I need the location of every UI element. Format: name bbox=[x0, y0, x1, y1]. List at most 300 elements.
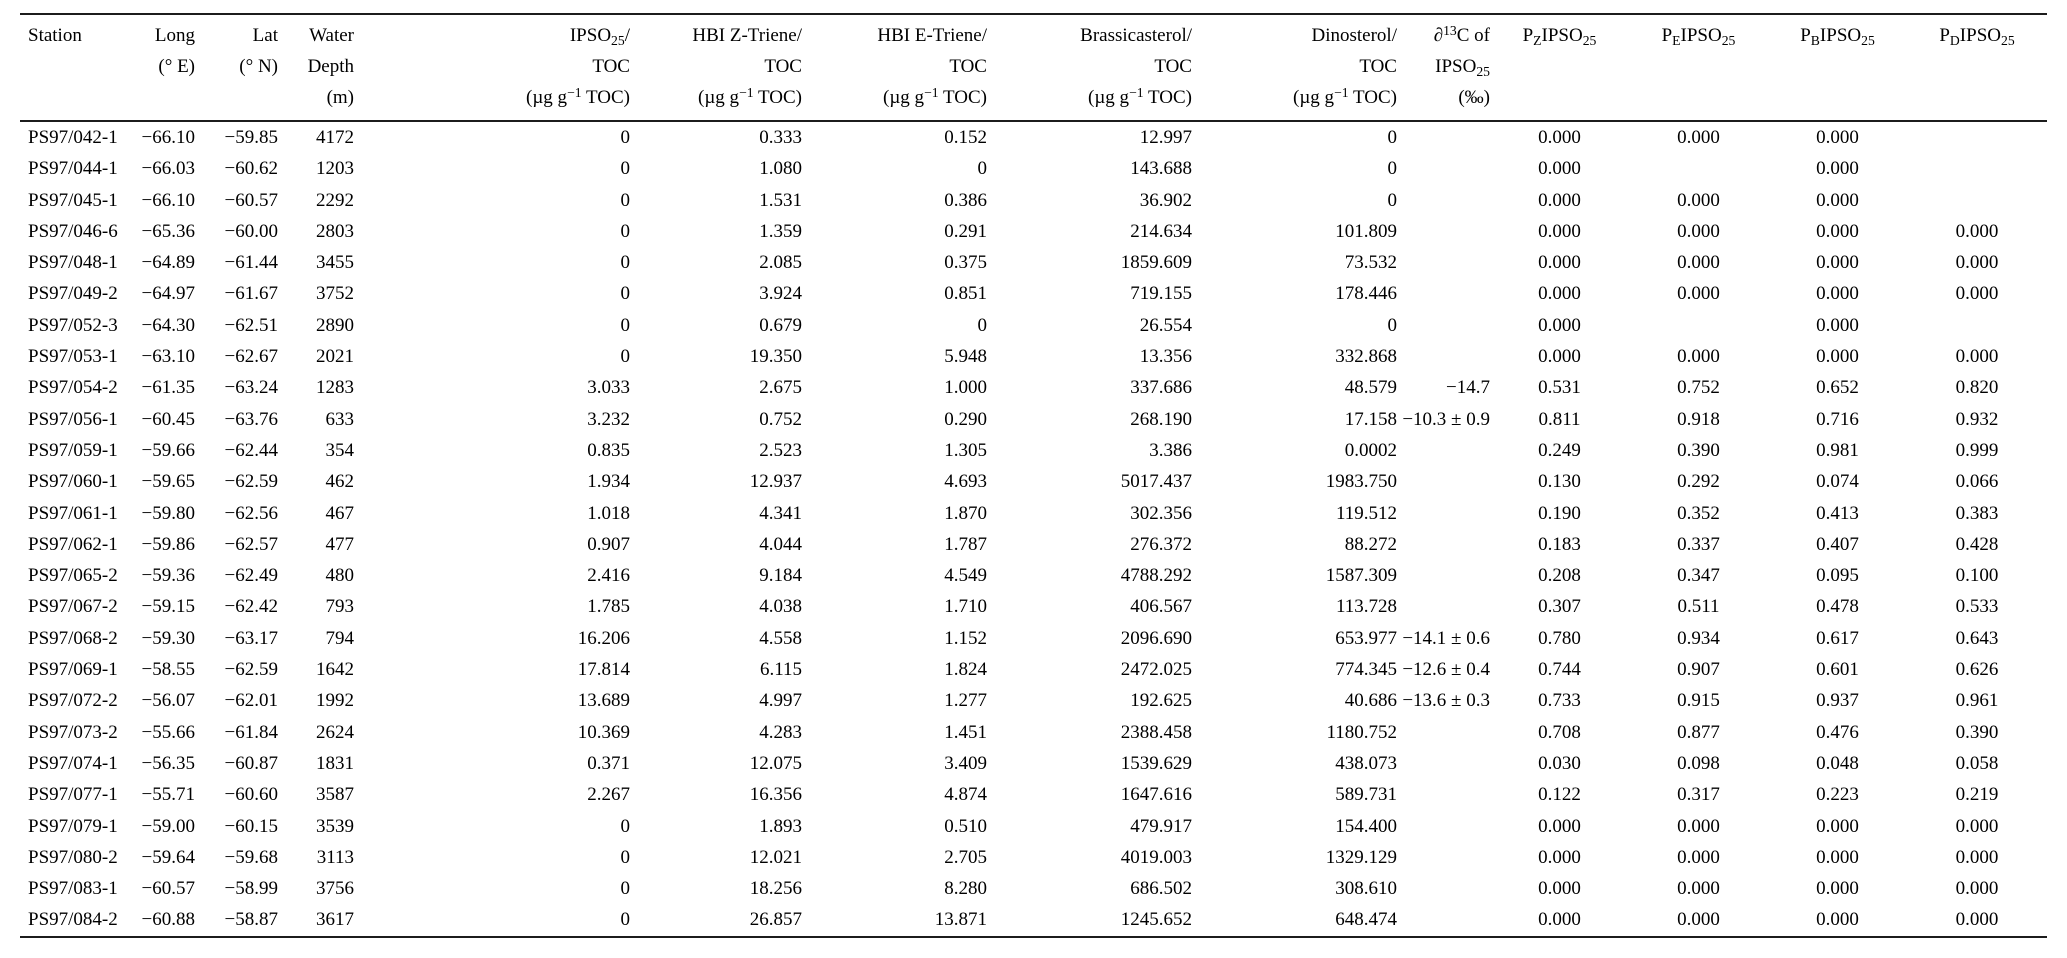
cell-hbi-e-triene-toc: 0.152 bbox=[944, 127, 987, 148]
cell-pd-ipso25: 0.066 bbox=[1955, 471, 1999, 493]
cell-pe-ipso25: 0.000 bbox=[1677, 220, 1720, 242]
cell-station: PS97/052-3 bbox=[28, 314, 118, 336]
cell-water-depth: 633 bbox=[325, 408, 354, 430]
cell-water-depth: 3617 bbox=[316, 909, 354, 931]
header-row bbox=[20, 14, 2047, 121]
cell-pd-ipso25: 0.643 bbox=[1955, 627, 1999, 649]
cell-hbi-z-triene-toc: 19.350 bbox=[749, 346, 802, 368]
cell-pz-ipso25: 0.000 bbox=[1538, 346, 1581, 368]
cell-dinosterol-toc: 113.728 bbox=[1335, 596, 1397, 618]
cell-pd-ipso25: 0.390 bbox=[1955, 721, 1999, 743]
cell-ipso25-toc: 0 bbox=[620, 189, 630, 211]
cell-hbi-z-triene-toc: 0.679 bbox=[759, 314, 802, 336]
column-header-dinosterol-toc: Dinosterol/ TOC (µg $g^{-1}$ TOC) bbox=[1192, 14, 1397, 121]
table-row bbox=[20, 216, 2047, 247]
cell-hbi-e-triene-toc: 0.386 bbox=[944, 189, 987, 211]
column-header-d13c-ipso25: ∂$^{13}$C of $IPSO_{25}$ (‰) bbox=[1397, 14, 1490, 121]
cell-water-depth: 2624 bbox=[316, 721, 354, 743]
cell-hbi-e-triene-toc: 0.851 bbox=[944, 283, 987, 305]
cell-ipso25-toc: 2.267 bbox=[587, 784, 630, 806]
cell-station: PS97/056-1 bbox=[28, 408, 118, 430]
cell-hbi-e-triene-toc: 2.705 bbox=[944, 846, 987, 868]
cell-pb-ipso25: 0.074 bbox=[1816, 471, 1859, 493]
cell-water-depth: 3455 bbox=[316, 252, 354, 274]
cell-brassicasterol-toc: 268.190 bbox=[1130, 408, 1192, 430]
cell-d13c-ipso25 bbox=[1397, 529, 1490, 560]
cell-ipso25-toc: 3.232 bbox=[587, 408, 630, 430]
cell-station: PS97/077-1 bbox=[28, 784, 118, 806]
table-row bbox=[20, 435, 2047, 466]
cell-pe-ipso25 bbox=[1629, 310, 1768, 341]
cell-long: −66.10 bbox=[141, 189, 195, 211]
cell-lat: −58.87 bbox=[224, 909, 278, 931]
cell-station: PS97/049-2 bbox=[28, 283, 118, 305]
cell-d13c-ipso25 bbox=[1397, 498, 1490, 529]
cell-brassicasterol-toc: 1859.609 bbox=[1120, 252, 1192, 274]
cell-pz-ipso25: 0.744 bbox=[1538, 659, 1581, 681]
cell-hbi-e-triene-toc: 1.000 bbox=[944, 377, 987, 399]
cell-brassicasterol-toc: 26.554 bbox=[1139, 314, 1192, 336]
table-row bbox=[20, 372, 2047, 403]
cell-pd-ipso25: 0.820 bbox=[1955, 377, 1999, 399]
cell-station: PS97/042-1 bbox=[28, 127, 118, 148]
cell-brassicasterol-toc: 214.634 bbox=[1130, 220, 1192, 242]
cell-hbi-e-triene-toc: 1.277 bbox=[944, 690, 987, 712]
cell-brassicasterol-toc: 686.502 bbox=[1130, 878, 1192, 900]
cell-pd-ipso25: 0.626 bbox=[1955, 659, 1999, 681]
cell-dinosterol-toc: 648.474 bbox=[1335, 909, 1397, 931]
cell-pd-ipso25 bbox=[1907, 153, 2047, 184]
cell-ipso25-toc: 0 bbox=[620, 127, 630, 148]
cell-brassicasterol-toc: 1539.629 bbox=[1120, 752, 1192, 774]
cell-long: −61.35 bbox=[141, 377, 195, 399]
cell-long: −59.30 bbox=[141, 627, 195, 649]
cell-ipso25-toc: 0.907 bbox=[587, 533, 630, 555]
cell-station: PS97/053-1 bbox=[28, 346, 118, 368]
cell-dinosterol-toc: 1180.752 bbox=[1326, 721, 1397, 743]
cell-brassicasterol-toc: 4019.003 bbox=[1120, 846, 1192, 868]
cell-hbi-z-triene-toc: 1.359 bbox=[759, 220, 802, 242]
table-row bbox=[20, 811, 2047, 842]
cell-dinosterol-toc: 154.400 bbox=[1335, 815, 1397, 837]
cell-pz-ipso25: 0.733 bbox=[1538, 690, 1581, 712]
cell-pd-ipso25: 0.383 bbox=[1955, 502, 1999, 524]
cell-ipso25-toc: 1.934 bbox=[587, 471, 630, 493]
cell-lat: −62.59 bbox=[224, 471, 278, 493]
cell-pe-ipso25: 0.877 bbox=[1677, 721, 1720, 743]
cell-pz-ipso25: 0.708 bbox=[1538, 721, 1581, 743]
cell-brassicasterol-toc: 3.386 bbox=[1149, 439, 1192, 461]
column-header-station: Station bbox=[20, 14, 140, 121]
cell-dinosterol-toc: 48.579 bbox=[1344, 377, 1397, 399]
cell-brassicasterol-toc: 302.356 bbox=[1130, 502, 1192, 524]
cell-pd-ipso25: 0.000 bbox=[1955, 346, 1999, 368]
cell-pd-ipso25: 0.932 bbox=[1955, 408, 1999, 430]
cell-brassicasterol-toc: 5017.437 bbox=[1120, 471, 1192, 493]
cell-dinosterol-toc: 332.868 bbox=[1335, 346, 1397, 368]
cell-hbi-z-triene-toc: 12.021 bbox=[749, 846, 802, 868]
cell-pd-ipso25: 0.000 bbox=[1955, 909, 1999, 931]
cell-pz-ipso25: 0.000 bbox=[1538, 878, 1581, 900]
cell-station: PS97/068-2 bbox=[28, 627, 118, 649]
cell-pd-ipso25 bbox=[1907, 185, 2047, 216]
cell-d13c-ipso25: −14.7 bbox=[1446, 377, 1490, 399]
cell-water-depth: 3587 bbox=[316, 784, 354, 806]
cell-water-depth: 2021 bbox=[316, 346, 354, 368]
cell-long: −59.65 bbox=[141, 471, 195, 493]
cell-lat: −59.68 bbox=[224, 846, 278, 868]
cell-water-depth: 1283 bbox=[316, 377, 354, 399]
cell-hbi-e-triene-toc: 0.290 bbox=[944, 408, 987, 430]
cell-dinosterol-toc: 1983.750 bbox=[1325, 471, 1397, 493]
cell-d13c-ipso25: −14.1 ± 0.6 bbox=[1402, 627, 1490, 649]
cell-pz-ipso25: 0.030 bbox=[1538, 752, 1581, 774]
cell-pz-ipso25: 0.307 bbox=[1538, 596, 1581, 618]
cell-long: −59.36 bbox=[141, 565, 195, 587]
cell-pe-ipso25 bbox=[1629, 153, 1768, 184]
table-row bbox=[20, 717, 2047, 748]
cell-brassicasterol-toc: 2472.025 bbox=[1120, 659, 1192, 681]
cell-long: −59.00 bbox=[141, 815, 195, 837]
cell-hbi-z-triene-toc: 0.752 bbox=[759, 408, 802, 430]
data-table bbox=[20, 13, 2047, 938]
cell-pb-ipso25: 0.000 bbox=[1816, 252, 1859, 274]
cell-lat: −62.44 bbox=[224, 439, 278, 461]
cell-long: −64.30 bbox=[141, 314, 195, 336]
cell-pd-ipso25: 0.219 bbox=[1955, 784, 1999, 806]
cell-pd-ipso25: 0.000 bbox=[1955, 846, 1999, 868]
cell-long: −56.07 bbox=[141, 690, 195, 712]
cell-hbi-z-triene-toc: 16.356 bbox=[749, 784, 802, 806]
cell-pz-ipso25: 0.000 bbox=[1538, 252, 1581, 274]
cell-pz-ipso25: 0.000 bbox=[1538, 127, 1581, 148]
cell-long: −64.97 bbox=[141, 283, 195, 305]
cell-lat: −62.49 bbox=[224, 565, 278, 587]
cell-long: −59.86 bbox=[141, 533, 195, 555]
cell-pb-ipso25: 0.476 bbox=[1816, 721, 1859, 743]
cell-pd-ipso25: 0.000 bbox=[1955, 220, 1999, 242]
cell-pz-ipso25: 0.000 bbox=[1538, 815, 1581, 837]
cell-pb-ipso25: 0.000 bbox=[1816, 846, 1859, 868]
cell-pd-ipso25: 0.533 bbox=[1955, 596, 1999, 618]
cell-station: PS97/079-1 bbox=[28, 815, 118, 837]
cell-lat: −58.99 bbox=[224, 878, 278, 900]
cell-hbi-z-triene-toc: 4.558 bbox=[759, 627, 802, 649]
cell-ipso25-toc: 0 bbox=[620, 314, 630, 336]
cell-ipso25-toc: 13.689 bbox=[577, 690, 630, 712]
cell-station: PS97/065-2 bbox=[28, 565, 118, 587]
cell-pe-ipso25: 0.511 bbox=[1677, 596, 1720, 618]
cell-water-depth: 3113 bbox=[316, 846, 354, 868]
cell-d13c-ipso25 bbox=[1397, 591, 1490, 622]
cell-long: −59.15 bbox=[141, 596, 195, 618]
cell-hbi-z-triene-toc: 12.937 bbox=[749, 471, 802, 493]
cell-water-depth: 3756 bbox=[316, 878, 354, 900]
cell-hbi-e-triene-toc: 1.451 bbox=[944, 721, 987, 743]
table-row bbox=[20, 153, 2047, 184]
cell-station: PS97/074-1 bbox=[28, 752, 118, 774]
cell-hbi-z-triene-toc: 6.115 bbox=[759, 659, 802, 681]
cell-long: −60.45 bbox=[141, 408, 195, 430]
column-header-pz-ipso25: $P_ZIPSO_{25}$ bbox=[1490, 14, 1629, 121]
cell-pe-ipso25: 0.000 bbox=[1677, 189, 1720, 211]
cell-long: −60.57 bbox=[141, 878, 195, 900]
cell-lat: −62.57 bbox=[224, 533, 278, 555]
cell-pb-ipso25: 0.617 bbox=[1816, 627, 1859, 649]
cell-hbi-z-triene-toc: 4.997 bbox=[759, 690, 802, 712]
cell-pz-ipso25: 0.531 bbox=[1538, 377, 1581, 399]
cell-station: PS97/062-1 bbox=[28, 533, 118, 555]
cell-lat: −60.60 bbox=[224, 784, 278, 806]
cell-d13c-ipso25: −12.6 ± 0.4 bbox=[1402, 659, 1490, 681]
cell-dinosterol-toc: 0.0002 bbox=[1344, 439, 1397, 461]
cell-dinosterol-toc: 308.610 bbox=[1335, 878, 1397, 900]
cell-pz-ipso25: 0.000 bbox=[1538, 314, 1581, 336]
cell-station: PS97/045-1 bbox=[28, 189, 118, 211]
cell-ipso25-toc: 0 bbox=[620, 878, 630, 900]
cell-d13c-ipso25: −13.6 ± 0.3 bbox=[1402, 690, 1490, 712]
cell-water-depth: 794 bbox=[325, 627, 354, 649]
cell-pe-ipso25: 0.347 bbox=[1677, 565, 1720, 587]
cell-station: PS97/048-1 bbox=[28, 252, 118, 274]
cell-dinosterol-toc: 0 bbox=[1387, 314, 1397, 336]
cell-pz-ipso25: 0.190 bbox=[1538, 502, 1581, 524]
cell-pe-ipso25: 0.918 bbox=[1677, 408, 1720, 430]
cell-pe-ipso25: 0.292 bbox=[1677, 471, 1720, 493]
cell-pb-ipso25: 0.981 bbox=[1816, 439, 1859, 461]
cell-pb-ipso25: 0.716 bbox=[1816, 408, 1859, 430]
cell-d13c-ipso25 bbox=[1397, 560, 1490, 591]
cell-water-depth: 2803 bbox=[316, 220, 354, 242]
cell-pe-ipso25: 0.098 bbox=[1677, 752, 1720, 774]
cell-hbi-z-triene-toc: 1.893 bbox=[759, 815, 802, 837]
cell-dinosterol-toc: 0 bbox=[1387, 158, 1397, 180]
cell-pz-ipso25: 0.183 bbox=[1538, 533, 1581, 555]
cell-water-depth: 462 bbox=[325, 471, 354, 493]
cell-dinosterol-toc: 653.977 bbox=[1335, 627, 1397, 649]
cell-hbi-z-triene-toc: 18.256 bbox=[749, 878, 802, 900]
cell-hbi-e-triene-toc: 3.409 bbox=[944, 752, 987, 774]
cell-pd-ipso25 bbox=[1907, 121, 2047, 153]
cell-pz-ipso25: 0.000 bbox=[1538, 846, 1581, 868]
cell-hbi-e-triene-toc: 5.948 bbox=[944, 346, 987, 368]
cell-hbi-e-triene-toc: 1.787 bbox=[944, 533, 987, 555]
cell-dinosterol-toc: 1587.309 bbox=[1325, 565, 1397, 587]
cell-pb-ipso25: 0.000 bbox=[1816, 283, 1859, 305]
cell-pe-ipso25: 0.907 bbox=[1677, 659, 1720, 681]
cell-water-depth: 1642 bbox=[316, 659, 354, 681]
cell-pe-ipso25: 0.000 bbox=[1677, 815, 1720, 837]
cell-pz-ipso25: 0.249 bbox=[1538, 439, 1581, 461]
cell-ipso25-toc: 10.369 bbox=[577, 721, 630, 743]
cell-d13c-ipso25 bbox=[1397, 216, 1490, 247]
cell-ipso25-toc: 0 bbox=[620, 158, 630, 180]
cell-hbi-e-triene-toc: 0 bbox=[977, 158, 987, 180]
cell-pb-ipso25: 0.413 bbox=[1816, 502, 1859, 524]
table-row bbox=[20, 560, 2047, 591]
cell-lat: −63.17 bbox=[224, 627, 278, 649]
cell-ipso25-toc: 0 bbox=[620, 909, 630, 931]
cell-station: PS97/072-2 bbox=[28, 690, 118, 712]
cell-pe-ipso25: 0.000 bbox=[1677, 252, 1720, 274]
cell-ipso25-toc: 0 bbox=[620, 252, 630, 274]
cell-pe-ipso25: 0.317 bbox=[1677, 784, 1720, 806]
cell-lat: −60.57 bbox=[224, 189, 278, 211]
cell-ipso25-toc: 0 bbox=[620, 283, 630, 305]
cell-water-depth: 793 bbox=[325, 596, 354, 618]
cell-hbi-e-triene-toc: 4.549 bbox=[944, 565, 987, 587]
table-row bbox=[20, 498, 2047, 529]
cell-d13c-ipso25 bbox=[1397, 278, 1490, 309]
cell-station: PS97/061-1 bbox=[28, 502, 118, 524]
cell-pz-ipso25: 0.811 bbox=[1538, 408, 1581, 430]
cell-station: PS97/060-1 bbox=[28, 471, 118, 493]
cell-pz-ipso25: 0.000 bbox=[1538, 158, 1581, 180]
cell-hbi-e-triene-toc: 1.710 bbox=[944, 596, 987, 618]
cell-pe-ipso25: 0.000 bbox=[1677, 909, 1720, 931]
cell-pz-ipso25: 0.208 bbox=[1538, 565, 1581, 587]
cell-brassicasterol-toc: 2096.690 bbox=[1120, 627, 1192, 649]
cell-ipso25-toc: 0 bbox=[620, 220, 630, 242]
cell-dinosterol-toc: 1329.129 bbox=[1325, 846, 1397, 868]
cell-pb-ipso25: 0.000 bbox=[1816, 346, 1859, 368]
cell-hbi-e-triene-toc: 0 bbox=[977, 314, 987, 336]
table-row bbox=[20, 341, 2047, 372]
cell-pe-ipso25: 0.000 bbox=[1677, 846, 1720, 868]
cell-d13c-ipso25 bbox=[1397, 811, 1490, 842]
cell-hbi-z-triene-toc: 26.857 bbox=[749, 909, 802, 931]
cell-dinosterol-toc: 774.345 bbox=[1335, 659, 1397, 681]
cell-brassicasterol-toc: 192.625 bbox=[1130, 690, 1192, 712]
cell-d13c-ipso25 bbox=[1397, 466, 1490, 497]
cell-hbi-e-triene-toc: 0.291 bbox=[944, 220, 987, 242]
cell-water-depth: 2890 bbox=[316, 314, 354, 336]
table-row bbox=[20, 310, 2047, 341]
column-header-pb-ipso25: $P_BIPSO_{25}$ bbox=[1768, 14, 1907, 121]
cell-brassicasterol-toc: 143.688 bbox=[1130, 158, 1192, 180]
cell-hbi-e-triene-toc: 1.824 bbox=[944, 659, 987, 681]
cell-long: −63.10 bbox=[141, 346, 195, 368]
cell-station: PS97/083-1 bbox=[28, 878, 118, 900]
column-header-pe-ipso25: $P_EIPSO_{25}$ bbox=[1629, 14, 1768, 121]
cell-dinosterol-toc: 17.158 bbox=[1344, 408, 1397, 430]
cell-station: PS97/059-1 bbox=[28, 439, 118, 461]
cell-pb-ipso25: 0.223 bbox=[1816, 784, 1859, 806]
cell-brassicasterol-toc: 4788.292 bbox=[1120, 565, 1192, 587]
cell-water-depth: 354 bbox=[325, 439, 354, 461]
table-row bbox=[20, 842, 2047, 873]
cell-d13c-ipso25 bbox=[1397, 185, 1490, 216]
cell-station: PS97/084-2 bbox=[28, 909, 118, 931]
table-row bbox=[20, 185, 2047, 216]
cell-lat: −62.56 bbox=[224, 502, 278, 524]
cell-pb-ipso25: 0.000 bbox=[1816, 158, 1859, 180]
table-body bbox=[20, 121, 2047, 937]
cell-brassicasterol-toc: 276.372 bbox=[1130, 533, 1192, 555]
cell-hbi-e-triene-toc: 1.152 bbox=[944, 627, 987, 649]
cell-pe-ipso25: 0.000 bbox=[1677, 878, 1720, 900]
cell-d13c-ipso25: −10.3 ± 0.9 bbox=[1402, 408, 1490, 430]
cell-brassicasterol-toc: 1647.616 bbox=[1120, 784, 1192, 806]
cell-pd-ipso25 bbox=[1907, 310, 2047, 341]
cell-hbi-z-triene-toc: 1.531 bbox=[759, 189, 802, 211]
cell-water-depth: 3539 bbox=[316, 815, 354, 837]
table-row bbox=[20, 591, 2047, 622]
column-header-ipso25-toc: $IPSO_{25}/$ TOC (µg $g^{-1}$ TOC) bbox=[354, 14, 630, 121]
column-header-water-depth: Water Depth (m) bbox=[278, 14, 354, 121]
cell-pb-ipso25: 0.407 bbox=[1816, 533, 1859, 555]
cell-dinosterol-toc: 40.686 bbox=[1344, 690, 1397, 712]
cell-pb-ipso25: 0.000 bbox=[1816, 909, 1859, 931]
cell-long: −56.35 bbox=[141, 752, 195, 774]
table-row bbox=[20, 685, 2047, 716]
cell-pd-ipso25: 0.100 bbox=[1955, 565, 1999, 587]
cell-pb-ipso25: 0.000 bbox=[1816, 878, 1859, 900]
cell-pb-ipso25: 0.601 bbox=[1816, 659, 1859, 681]
cell-hbi-z-triene-toc: 12.075 bbox=[749, 752, 802, 774]
cell-hbi-e-triene-toc: 0.510 bbox=[944, 815, 987, 837]
cell-hbi-z-triene-toc: 0.333 bbox=[759, 127, 802, 148]
cell-long: −59.80 bbox=[141, 502, 195, 524]
cell-dinosterol-toc: 73.532 bbox=[1344, 252, 1397, 274]
cell-pb-ipso25: 0.000 bbox=[1816, 189, 1859, 211]
cell-ipso25-toc: 3.033 bbox=[587, 377, 630, 399]
table-row bbox=[20, 121, 2047, 153]
cell-pe-ipso25: 0.915 bbox=[1677, 690, 1720, 712]
cell-pz-ipso25: 0.780 bbox=[1538, 627, 1581, 649]
cell-brassicasterol-toc: 406.567 bbox=[1130, 596, 1192, 618]
cell-dinosterol-toc: 0 bbox=[1387, 127, 1397, 148]
cell-hbi-e-triene-toc: 1.305 bbox=[944, 439, 987, 461]
cell-pd-ipso25: 0.999 bbox=[1955, 439, 1999, 461]
cell-water-depth: 1992 bbox=[316, 690, 354, 712]
cell-brassicasterol-toc: 479.917 bbox=[1130, 815, 1192, 837]
table-row bbox=[20, 247, 2047, 278]
column-header-brassicasterol-toc: Brassicasterol/ TOC (µg $g^{-1}$ TOC) bbox=[987, 14, 1192, 121]
cell-lat: −61.44 bbox=[224, 252, 278, 274]
cell-ipso25-toc: 1.018 bbox=[587, 502, 630, 524]
cell-pd-ipso25: 0.000 bbox=[1955, 815, 1999, 837]
cell-d13c-ipso25 bbox=[1397, 247, 1490, 278]
cell-water-depth: 467 bbox=[325, 502, 354, 524]
cell-ipso25-toc: 16.206 bbox=[577, 627, 630, 649]
cell-pe-ipso25: 0.000 bbox=[1677, 283, 1720, 305]
cell-pz-ipso25: 0.000 bbox=[1538, 283, 1581, 305]
cell-lat: −62.01 bbox=[224, 690, 278, 712]
table-row bbox=[20, 623, 2047, 654]
cell-hbi-z-triene-toc: 1.080 bbox=[759, 158, 802, 180]
cell-pz-ipso25: 0.000 bbox=[1538, 220, 1581, 242]
cell-lat: −61.84 bbox=[224, 721, 278, 743]
table-row bbox=[20, 466, 2047, 497]
column-header-lat: Lat (° N) bbox=[195, 14, 278, 121]
cell-pb-ipso25: 0.000 bbox=[1816, 220, 1859, 242]
cell-lat: −62.67 bbox=[224, 346, 278, 368]
cell-hbi-z-triene-toc: 9.184 bbox=[759, 565, 802, 587]
cell-dinosterol-toc: 178.446 bbox=[1335, 283, 1397, 305]
cell-d13c-ipso25 bbox=[1397, 748, 1490, 779]
column-header-long: Long (° E) bbox=[140, 14, 195, 121]
cell-long: −65.36 bbox=[141, 220, 195, 242]
cell-water-depth: 3752 bbox=[316, 283, 354, 305]
cell-water-depth: 2292 bbox=[316, 189, 354, 211]
cell-hbi-e-triene-toc: 8.280 bbox=[944, 878, 987, 900]
cell-station: PS97/069-1 bbox=[28, 659, 118, 681]
cell-lat: −60.87 bbox=[224, 752, 278, 774]
cell-water-depth: 1203 bbox=[316, 158, 354, 180]
cell-brassicasterol-toc: 719.155 bbox=[1130, 283, 1192, 305]
cell-station: PS97/073-2 bbox=[28, 721, 118, 743]
